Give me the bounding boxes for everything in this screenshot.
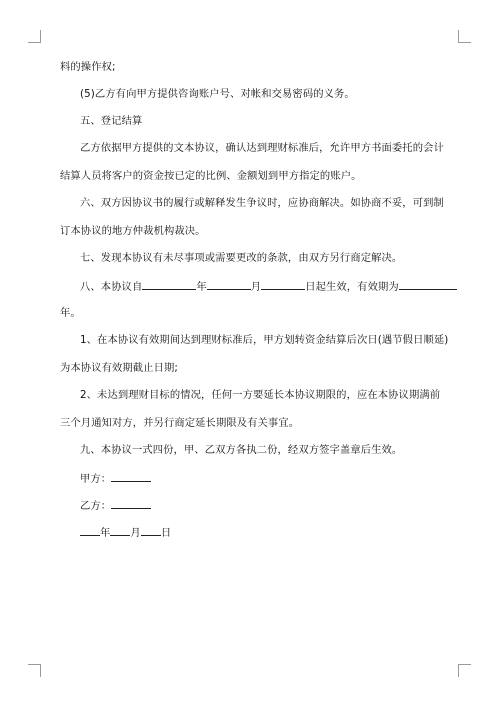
text-line: 订本协议的地方仲裁机构裁决。 (60, 225, 206, 237)
blank-validity (399, 278, 457, 290)
clause-8-1: 1、在本协议有效期间达到理财标准后，甲方划转资金结算后次日(遇节假日顺延) (80, 334, 449, 346)
crop-mark-top-left (28, 30, 41, 43)
blank-month (207, 278, 251, 290)
document-body (60, 60, 449, 539)
text-fragment: 年 (196, 281, 207, 293)
text-line: 料的操作权; (60, 61, 116, 73)
text-fragment: 年 (100, 527, 111, 539)
section-6: 六、双方因协议书的履行或解释发生争议时，应协商解决。如协商不妥，可到制 (80, 197, 444, 209)
text-fragment: 日 (160, 527, 172, 539)
text-fragment: 日起生效，有效期为 (305, 281, 399, 293)
party-b-signature (60, 497, 444, 512)
section-9: 九、本协议一式四份，甲、乙双方各执二份，经双方签字盖章后生效。 (80, 444, 403, 456)
text-line: 年。 (60, 307, 81, 319)
date-blank-day (141, 524, 161, 536)
text-fragment: 月 (130, 527, 141, 539)
section-7: 七、发现本协议有未尽事项或需要更改的条款，由双方另行商定解决。 (80, 252, 403, 264)
party-a-signature (60, 470, 444, 485)
text-line: 乙方依据甲方提供的文本协议，确认达到理财标准后，允许甲方书面委托的会计 (80, 142, 444, 154)
crop-mark-top-right (458, 30, 471, 43)
party-a-blank (111, 470, 151, 482)
party-b-label: 乙方： (80, 500, 112, 512)
text-line: 结算人员将客户的资金按已定的比例、金额划到甲方指定的账户。 (60, 170, 362, 182)
date-blank-year (80, 524, 100, 536)
text-fragment: 月 (250, 281, 262, 293)
date-blank-month (110, 524, 130, 536)
blank-year (142, 278, 196, 290)
text-line: 为本协议有效期截止日期; (60, 362, 178, 374)
section-heading-5: 五、登记结算 (80, 115, 143, 127)
party-b-blank (111, 497, 151, 509)
text-line: 三个月通知对方，并另行商定延长期限及有关事宜。 (60, 417, 300, 429)
party-a-label: 甲方： (80, 473, 112, 485)
crop-mark-bottom-right (458, 664, 471, 677)
signing-date (60, 524, 444, 539)
blank-day (261, 278, 305, 290)
section-8 (60, 278, 444, 293)
clause-5-5: (5)乙方有向甲方提供咨询账户号、对帐和交易密码的义务。 (80, 88, 355, 100)
clause-8-2: 2、未达到理财目标的情况，任何一方要延长本协议期限的，应在本协议期满前 (80, 389, 441, 401)
text-fragment: 八、本协议自 (80, 281, 143, 293)
crop-mark-bottom-left (28, 664, 41, 677)
